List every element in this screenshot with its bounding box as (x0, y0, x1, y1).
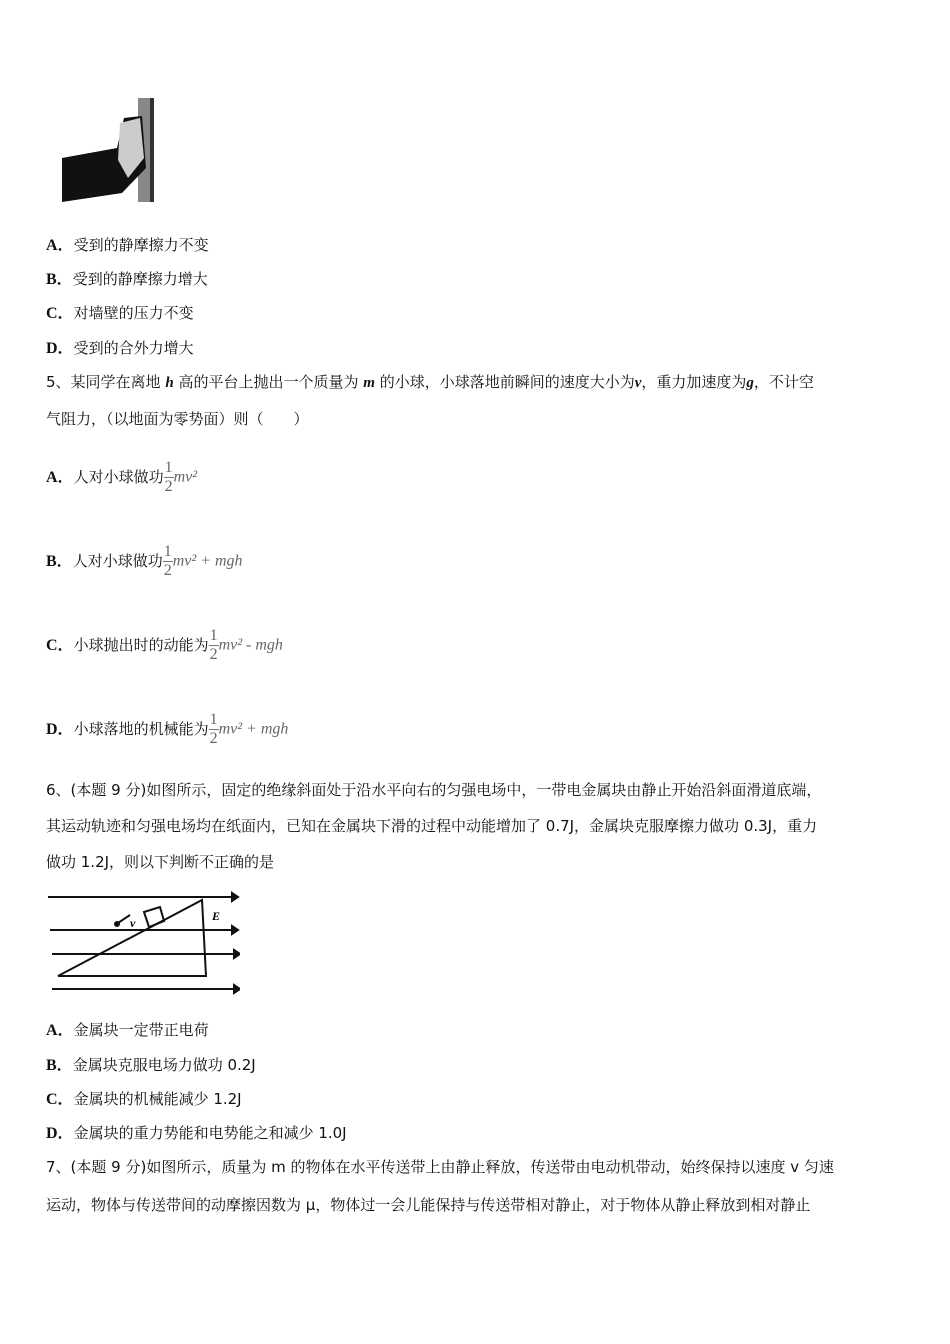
q5-stem-line2: 气阻力，（以地面为零势面）则（ ） (46, 410, 309, 428)
q4-option-a[interactable] (46, 235, 209, 256)
option-label: D． (46, 340, 74, 357)
q7-stem-line1: 7、(本题 9 分)如图所示，质量为 m 的物体在水平传送带上由静止释放，传送带由电动机带动，始终保持以速度 v 匀速 (46, 1158, 834, 1176)
option-label: D． (46, 721, 74, 738)
text: ，不计空 (753, 373, 814, 391)
formula: mv² - mgh (218, 636, 283, 654)
q6-option-b[interactable] (46, 1055, 256, 1076)
numerator: 1 (164, 459, 173, 476)
denominator: 2 (209, 646, 218, 663)
option-text: 人对小球做功 (72, 552, 163, 570)
option-label: C． (46, 637, 74, 654)
option-label: B． (46, 271, 73, 288)
option-text: 金属块的重力势能和电势能之和减少 1.0J (73, 1124, 347, 1142)
q4-option-b[interactable] (46, 269, 208, 290)
q6-stem-line1: 6、(本题 9 分)如图所示，固定的绝缘斜面处于沿水平向右的匀强电场中，一带电金属块由静止开始沿斜面滑道底端， (46, 781, 822, 799)
option-label: A． (46, 469, 74, 486)
var-v: v (634, 375, 642, 391)
hand-on-wall-figure (62, 98, 180, 204)
numerator: 1 (209, 711, 218, 728)
denominator: 2 (163, 562, 172, 579)
denominator: 2 (209, 730, 218, 747)
option-label: D． (46, 1125, 74, 1142)
field-label: E (212, 909, 221, 923)
q6-option-d[interactable] (46, 1123, 347, 1144)
q4-option-d[interactable] (46, 338, 194, 359)
text: 的小球，小球落地前瞬间的速度大小为 (379, 373, 635, 391)
q6-stem-line2: 其运动轨迹和匀强电场均在纸面内，已知在金属块下滑的过程中动能增加了 0.7J，金属块克服摩擦力做功 0.3J，重力 (46, 817, 818, 835)
fraction (164, 459, 174, 496)
option-text: 对墙壁的压力不变 (73, 304, 194, 322)
option-text: 金属块一定带正电荷 (73, 1021, 209, 1039)
numerator: 1 (209, 627, 218, 644)
option-text: 小球抛出时的动能为 (73, 636, 209, 654)
option-label: C． (46, 305, 74, 322)
fraction (209, 711, 219, 748)
q5-stem-line1 (46, 372, 814, 393)
fraction (209, 627, 219, 664)
q6-stem-line3: 做功 1.2J，则以下判断不正确的是 (46, 853, 275, 871)
text: ，重力加速度为 (641, 373, 747, 391)
option-label: B． (46, 553, 73, 570)
option-label: B． (46, 1057, 73, 1074)
q4-option-c[interactable] (46, 303, 194, 324)
option-label: A． (46, 237, 74, 254)
q7-stem-line2: 运动，物体与传送带间的动摩擦因数为 μ，物体过一会儿能保持与传送带相对静止，对于物体从静止释放到相对静止 (46, 1196, 811, 1214)
q6-option-c[interactable] (46, 1089, 242, 1110)
text: 5、某同学在离地 (46, 373, 161, 391)
formula: mv² + mgh (172, 552, 243, 570)
var-g: g (746, 375, 754, 391)
numerator: 1 (163, 543, 172, 560)
var-m: m (363, 375, 375, 391)
formula: mv² (173, 468, 198, 486)
option-text: 受到的静摩擦力增大 (72, 270, 208, 288)
option-label: A． (46, 1022, 74, 1039)
q6-option-a[interactable] (46, 1020, 209, 1041)
option-text: 小球落地的机械能为 (73, 720, 209, 738)
q5-option-c[interactable] (46, 613, 283, 678)
var-h: h (165, 375, 174, 391)
q5-option-a[interactable] (46, 445, 197, 510)
option-text: 人对小球做功 (73, 468, 164, 486)
formula: mv² + mgh (218, 720, 289, 738)
velocity-label: v (130, 916, 136, 930)
text: 高的平台上抛出一个质量为 (178, 373, 359, 391)
q5-option-d[interactable] (46, 697, 288, 762)
option-text: 受到的静摩擦力不变 (73, 236, 209, 254)
q5-option-b[interactable] (46, 529, 243, 594)
option-label: C． (46, 1091, 74, 1108)
option-text: 受到的合外力增大 (73, 339, 194, 357)
denominator: 2 (164, 478, 173, 495)
option-text: 金属块的机械能减少 1.2J (73, 1090, 242, 1108)
incline-electric-field-figure (46, 890, 240, 996)
fraction (163, 543, 173, 580)
option-text: 金属块克服电场力做功 0.2J (72, 1056, 256, 1074)
